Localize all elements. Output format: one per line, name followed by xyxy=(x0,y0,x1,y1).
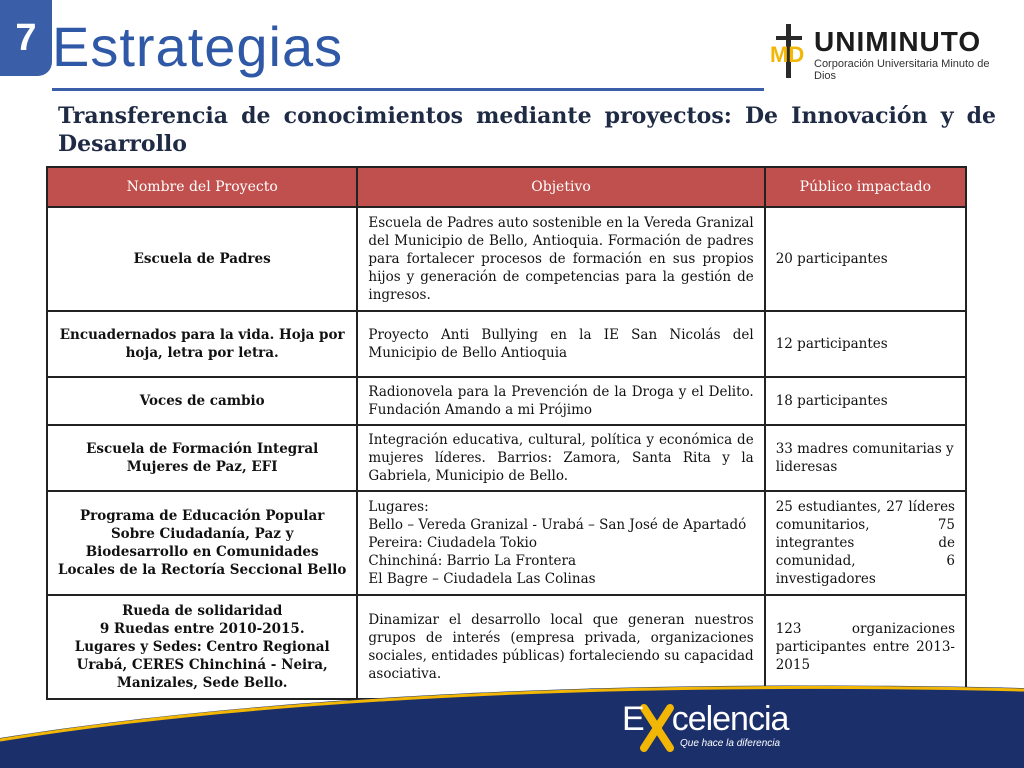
project-objective: Proyecto Anti Bullying en la IE San Nicolás del Municipio de Bello Antioquia xyxy=(357,311,764,377)
md-mark-text: MD xyxy=(770,42,805,67)
project-objective: Dinamizar el desarrollo local que generan nuestros grupos de interés (empresa privada, organizaciones sociales, entidades públicas) fortaleciendo su capacidad asociativa. xyxy=(357,595,764,699)
project-audience: 12 participantes xyxy=(765,311,966,377)
objective-line: Bello – Vereda Granizal - Urabá – San José de Apartadó xyxy=(368,517,747,533)
slide-number-badge: 7 xyxy=(0,0,52,76)
table-row xyxy=(47,491,966,595)
name-line: 9 Ruedas entre 2010-2015. xyxy=(99,621,305,637)
project-objective: Escuela de Padres auto sostenible en la Vereda Granizal del Municipio de Bello, Antioquia. Formación de padres para fortalecer procesos de formación en sus propios hijos y generación de competencias para la gestión de ingresos. xyxy=(357,207,764,311)
table-row xyxy=(47,425,966,491)
project-audience: 18 participantes xyxy=(765,377,966,425)
project-audience: 123 organizaciones participantes entre 2013-2015 xyxy=(765,595,966,699)
project-audience: 33 madres comunitarias y lideresas xyxy=(765,425,966,491)
project-name: Escuela de Formación Integral Mujeres de Paz, EFI xyxy=(47,425,357,491)
logo-tagline: Corporación Universitaria Minuto de Dios xyxy=(814,58,990,82)
logo-name: UNIMINUTO xyxy=(814,26,982,57)
project-name: Escuela de Padres xyxy=(47,207,357,311)
objective-line: Pereira: Ciudadela Tokio xyxy=(368,535,537,551)
project-name: Encuadernados para la vida. Hoja por hoja, letra por letra. xyxy=(47,311,357,377)
project-objective xyxy=(357,491,764,595)
slide-subtitle: Transferencia de conocimientos mediante proyectos: De Innovación y de Desarrollo xyxy=(58,103,996,157)
uniminuto-logo xyxy=(768,22,998,82)
objective-line: Chinchiná: Barrio La Frontera xyxy=(368,553,577,569)
table-row xyxy=(47,207,966,311)
project-audience: 25 estudiantes, 27 líderes comunitarios, 75 integrantes de comunidad, 6 investigadores xyxy=(765,491,966,595)
objective-line: Lugares: xyxy=(368,499,429,515)
project-objective: Radionovela para la Prevención de la Droga y el Delito. Fundación Amando a mi Prójimo xyxy=(357,377,764,425)
footer-wave xyxy=(0,678,1024,768)
header-project-name: Nombre del Proyecto xyxy=(47,167,357,207)
header-objective: Objetivo xyxy=(357,167,764,207)
project-name: Voces de cambio xyxy=(47,377,357,425)
slide-title: Estrategias xyxy=(52,15,344,78)
table-row xyxy=(47,311,966,377)
objective-line: El Bagre – Ciudadela Las Colinas xyxy=(368,571,596,587)
excelencia-wordmark: E celencia xyxy=(622,700,789,738)
excelencia-logo xyxy=(614,700,794,758)
excelencia-tagline: Que hace la diferencia xyxy=(680,738,781,749)
projects-table xyxy=(46,166,967,700)
table-row xyxy=(47,377,966,425)
name-line: Rueda de solidaridad xyxy=(122,603,283,619)
table-header-row xyxy=(47,167,966,207)
md-logo-icon xyxy=(768,22,810,80)
header-audience: Público impactado xyxy=(765,167,966,207)
project-audience: 20 participantes xyxy=(765,207,966,311)
title-underline xyxy=(52,88,764,91)
project-name: Programa de Educación Popular Sobre Ciudadanía, Paz y Biodesarrollo en Comunidades Locales de la Rectoría Seccional Bello xyxy=(47,491,357,595)
project-objective: Integración educativa, cultural, política y económica de mujeres líderes. Barrios: Zamora, Santa Rita y la Gabriela, Municipio de Bello. xyxy=(357,425,764,491)
name-line: Lugares y Sedes: Centro Regional Urabá, CERES Chinchiná - Neira, Manizales, Sede Bello. xyxy=(74,639,330,691)
